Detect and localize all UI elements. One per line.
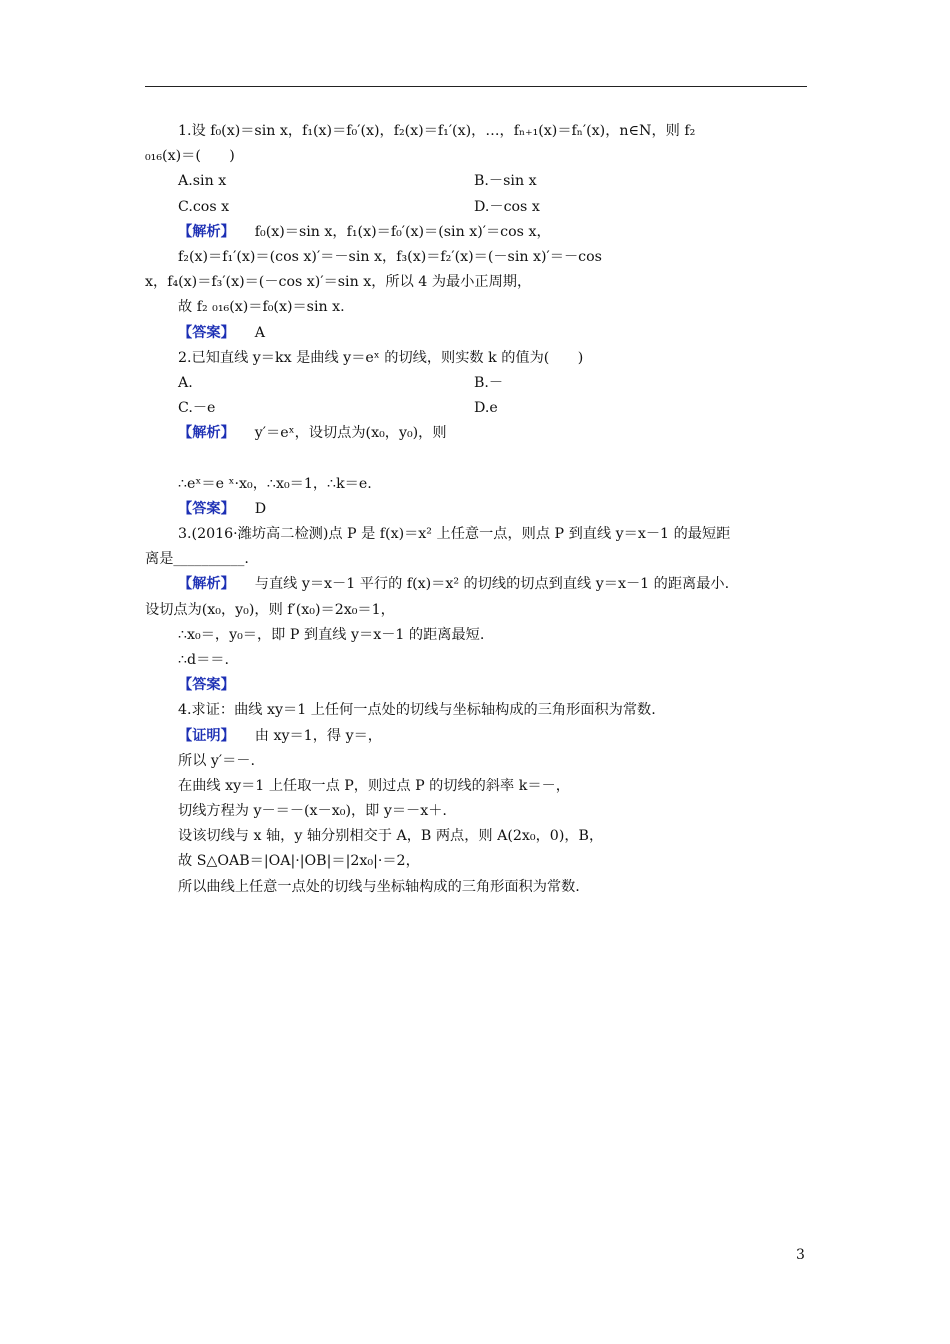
q1-option-a: A.sin x — [178, 173, 227, 190]
q1-stem-line-1: 1.设 f₀(x)＝sin x，f₁(x)＝f₀′(x)，f₂(x)＝f₁′(x)，…，fₙ₊₁(x)＝fₙ′(x)，n∈N，则 f₂ — [178, 123, 696, 139]
q2-stem: 2.已知直线 y＝kx 是曲线 y＝eˣ 的切线，则实数 k 的值为( ) — [178, 349, 584, 366]
q1-answer: A — [254, 324, 266, 341]
analysis-tag: 【解析】 — [178, 223, 235, 240]
page-number: 3 — [796, 1247, 805, 1263]
q2-option-b: B.－ — [474, 374, 504, 391]
q3-analysis-line-2: 设切点为(x₀，y₀)，则 f′(x₀)＝2x₀＝1， — [145, 601, 395, 618]
q1-analysis-line-2: f₂(x)＝f₁′(x)＝(cos x)′＝－sin x，f₃(x)＝f₂′(x)＝(－sin x)′＝－cos — [178, 248, 602, 265]
q2-options-row-2 — [145, 396, 807, 421]
q3-stem-line-2: 离是__________. — [145, 551, 249, 568]
q4-proof-line-2: 所以 y′＝－. — [178, 752, 256, 769]
q4-proof-line-1 — [145, 724, 807, 749]
q1-option-d: D.－cos x — [474, 198, 540, 215]
q1-stem-line-2: ₀₁₆(x)＝( ) — [145, 148, 235, 165]
q1-option-b: B.－sin x — [474, 173, 537, 190]
q1-options-row-1 — [145, 169, 807, 194]
answer-tag: 【答案】 — [178, 677, 235, 694]
q4-stem: 4.求证：曲线 xy＝1 上任何一点处的切线与坐标轴构成的三角形面积为常数. — [178, 702, 656, 719]
q1-analysis-line-1 — [145, 220, 807, 245]
blank-line — [145, 446, 807, 471]
q4-proof-line-4: 切线方程为 y－＝－(x－x₀)，即 y＝－x＋. — [178, 803, 447, 820]
q2-option-a: A. — [178, 374, 193, 391]
q1-analysis-line-4: 故 f₂ ₀₁₆(x)＝f₀(x)＝sin x. — [178, 299, 345, 316]
q4-proof-line-6: 故 S△OAB＝|OA|·|OB|＝|2x₀|·＝2， — [178, 853, 420, 870]
q3-analysis-line-1 — [145, 572, 807, 597]
q2-analysis-line-1 — [145, 421, 807, 446]
analysis-tag: 【解析】 — [178, 425, 235, 442]
document-body — [145, 119, 807, 900]
proof-tag: 【证明】 — [178, 727, 235, 744]
q2-options-row-1 — [145, 371, 807, 396]
q4-proof-line-7: 所以曲线上任意一点处的切线与坐标轴构成的三角形面积为常数. — [178, 878, 580, 895]
q2-answer-line — [145, 497, 807, 522]
header-rule — [145, 86, 807, 87]
q3-analysis-line-3: ∴x₀＝，y₀＝，即 P 到直线 y＝x－1 的距离最短. — [178, 626, 485, 643]
q1-options-row-2 — [145, 195, 807, 220]
q4-proof-text-1: 由 xy＝1，得 y＝， — [254, 727, 382, 744]
answer-tag: 【答案】 — [178, 500, 235, 517]
q3-answer-line — [145, 673, 807, 698]
q1-analysis-text-1: f₀(x)＝sin x，f₁(x)＝f₀′(x)＝(sin x)′＝cos x， — [254, 223, 551, 240]
q4-proof-line-5: 设该切线与 x 轴，y 轴分别相交于 A，B 两点，则 A(2x₀，0)，B， — [178, 828, 604, 845]
q2-answer: D — [254, 500, 267, 517]
q2-analysis-text-1: y′＝eˣ，设切点为(x₀，y₀)，则 — [254, 425, 447, 442]
q3-analysis-text-1: 与直线 y＝x－1 平行的 f(x)＝x² 的切线的切点到直线 y＝x－1 的距离最小. — [254, 576, 730, 593]
q1-option-c: C.cos x — [178, 198, 230, 215]
q2-option-d: D.e — [474, 400, 498, 417]
q3-analysis-line-4: ∴d＝＝. — [178, 651, 229, 668]
q2-analysis-line-2: ∴eˣ＝e ˣ·x₀，∴x₀＝1，∴k＝e. — [178, 475, 372, 492]
q4-proof-line-3: 在曲线 xy＝1 上任取一点 P，则过点 P 的切线的斜率 k＝－， — [178, 777, 570, 794]
q3-stem-line-1: 3.(2016·潍坊高二检测)点 P 是 f(x)＝x² 上任意一点，则点 P 到直线 y＝x－1 的最短距 — [178, 526, 731, 542]
q1-answer-line — [145, 321, 807, 346]
q1-analysis-line-3: x，f₄(x)＝f₃′(x)＝(－cos x)′＝sin x，所以 4 为最小正周期， — [145, 274, 532, 291]
answer-tag: 【答案】 — [178, 324, 235, 341]
analysis-tag: 【解析】 — [178, 576, 235, 593]
q2-option-c: C.－e — [178, 400, 216, 417]
